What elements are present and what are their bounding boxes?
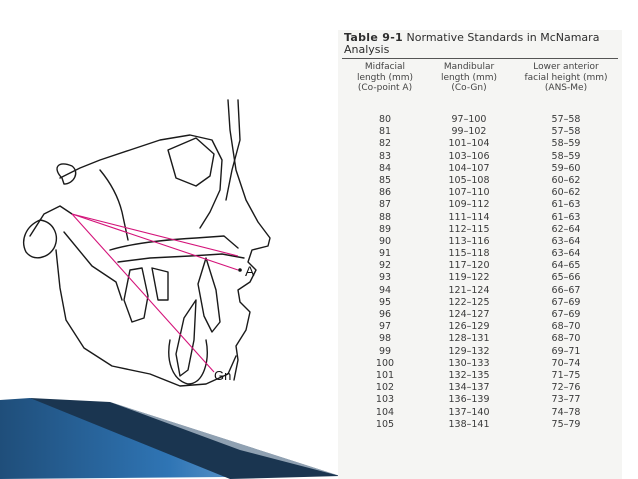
- table-cell: 104: [375, 406, 395, 418]
- table-cell: 121–124: [448, 284, 490, 296]
- table-cell: 75–79: [551, 418, 581, 430]
- table-cell: 71–75: [551, 369, 581, 381]
- table-row: [344, 175, 620, 187]
- table-cell: 117–120: [448, 260, 490, 272]
- table-cell: 73–77: [551, 394, 581, 406]
- table-row: [344, 199, 620, 211]
- table-row: [344, 236, 620, 248]
- table-number: Table 9-1: [344, 31, 404, 44]
- table-cell: 60–62: [551, 174, 581, 186]
- column-header-lower-facial-height: Lower anterior facial height (mm) (ANS-Me): [524, 62, 608, 93]
- table-cell: 101–104: [448, 138, 490, 150]
- table-cell: 84: [378, 162, 392, 174]
- table-row: [344, 248, 620, 260]
- column-header-midfacial: Midfacial length (mm) (Co-point A): [356, 62, 414, 93]
- table-cell: 99–102: [451, 126, 487, 138]
- point-gn-label: Gn: [214, 368, 232, 383]
- table-cell: 65–66: [551, 272, 581, 284]
- table-cell: 68–70: [551, 333, 581, 345]
- table-cell: 67–69: [551, 309, 581, 320]
- table-cell: 69–71: [551, 345, 581, 357]
- table-cell: 119–122: [448, 272, 490, 284]
- table-row: [344, 212, 620, 224]
- cephalometric-tracing: [0, 60, 330, 400]
- table-cell: 109–112: [448, 199, 490, 211]
- table-cell: 105: [375, 418, 395, 430]
- mandible: [56, 250, 236, 386]
- table-cell: 58–59: [551, 150, 581, 162]
- table-cell: 129–132: [448, 345, 490, 357]
- table-cell: 68–70: [551, 321, 581, 333]
- table-cell: 137–140: [448, 406, 490, 418]
- table-cell: 100: [375, 357, 395, 369]
- table-cell: 134–137: [448, 382, 490, 394]
- table-row: [344, 333, 620, 345]
- table-cell: 132–135: [448, 369, 490, 381]
- symphysis: [169, 340, 207, 384]
- table-cell: 93: [378, 272, 392, 284]
- table-row: [344, 285, 620, 297]
- table-cell: 112–115: [448, 223, 490, 235]
- lower-incisor: [176, 300, 196, 376]
- table-row: [344, 346, 620, 358]
- table-row: [344, 370, 620, 382]
- table-cell: 126–129: [448, 321, 490, 333]
- table-row: [344, 321, 620, 333]
- table-cell: 63–64: [551, 248, 581, 260]
- table-cell: 83: [378, 150, 392, 162]
- table-cell: 98: [378, 333, 392, 345]
- soft-tissue-profile: [228, 100, 270, 380]
- table-cell: 92: [378, 260, 392, 272]
- table-cell: 122–125: [448, 296, 490, 308]
- table-row: [344, 187, 620, 199]
- table-row: [344, 224, 620, 236]
- table-cell: 101: [375, 369, 395, 381]
- table-cell: 89: [378, 223, 392, 235]
- condyle: [24, 220, 57, 258]
- table-cell: 102: [375, 382, 395, 394]
- table-cell: 61–63: [551, 211, 581, 223]
- table-cell: 95: [378, 296, 392, 308]
- table-cell: 66–67: [551, 284, 581, 296]
- table-body: [344, 114, 620, 431]
- table-cell: 103–106: [448, 150, 490, 162]
- table-cell: 61–63: [551, 199, 581, 211]
- table-row: [344, 382, 620, 394]
- corner-swoosh: [0, 392, 340, 479]
- table-cell: 97–100: [451, 114, 487, 125]
- table-cell: 103: [375, 394, 395, 406]
- table-cell: 59–60: [551, 162, 581, 174]
- table-cell: 72–76: [551, 382, 581, 394]
- table-row: [344, 407, 620, 419]
- table-cell: 94: [378, 284, 392, 296]
- normative-table-panel: [338, 30, 622, 479]
- table-cell: 64–65: [551, 260, 581, 272]
- table-caption: [344, 32, 620, 56]
- table-cell: 63–64: [551, 235, 581, 247]
- table-cell: 85: [378, 174, 392, 186]
- table-cell: 136–139: [448, 394, 490, 406]
- table-cell: 90: [378, 235, 392, 247]
- table-row: [344, 126, 620, 138]
- table-cell: 128–131: [448, 333, 490, 345]
- table-cell: 113–116: [448, 235, 490, 247]
- posterior-border: [30, 206, 72, 236]
- ans-line: [72, 214, 238, 256]
- table-cell: 105–108: [448, 174, 490, 186]
- table-title: Normative Standards in McNamara Analysis: [344, 31, 600, 56]
- table-cell: 62–64: [551, 223, 581, 235]
- table-cell: 99: [378, 345, 392, 357]
- table-cell: 130–133: [448, 357, 490, 369]
- point-a-label: A: [245, 263, 255, 279]
- table-cell: 81: [378, 126, 392, 138]
- table-header-rule: [342, 58, 618, 59]
- premolar: [152, 268, 168, 300]
- table-cell: 57–58: [551, 114, 581, 125]
- pterygoid: [100, 170, 128, 240]
- table-row: [344, 163, 620, 175]
- table-row: [344, 358, 620, 370]
- table-cell: 97: [378, 321, 392, 333]
- table-cell: 88: [378, 211, 392, 223]
- upper-incisor: [198, 258, 220, 332]
- table-row: [344, 309, 620, 321]
- table-cell: 60–62: [551, 187, 581, 199]
- table-cell: 70–74: [551, 357, 581, 369]
- palatal-plane: [118, 254, 244, 262]
- table-cell: 57–58: [551, 126, 581, 138]
- table-cell: 80: [378, 114, 392, 125]
- point-a-marker: [238, 268, 242, 272]
- table-cell: 115–118: [448, 248, 490, 260]
- table-cell: 74–78: [551, 406, 581, 418]
- table-cell: 111–114: [448, 211, 490, 223]
- table-cell: 86: [378, 187, 392, 199]
- table-row: [344, 297, 620, 309]
- table-row: [344, 151, 620, 163]
- table-row: [344, 260, 620, 272]
- table-cell: 58–59: [551, 138, 581, 150]
- table-cell: 104–107: [448, 162, 490, 174]
- table-cell: 67–69: [551, 296, 581, 308]
- table-row: [344, 138, 620, 150]
- column-header-mandibular: Mandibular length (mm) (Co-Gn): [440, 62, 498, 93]
- table-row: [344, 419, 620, 431]
- cranial-base: [60, 135, 222, 228]
- table-cell: 82: [378, 138, 392, 150]
- orbit: [168, 138, 214, 186]
- table-row: [344, 394, 620, 406]
- table-cell: 87: [378, 199, 392, 211]
- sella: [57, 164, 76, 184]
- table-row: [344, 114, 620, 126]
- ramus: [64, 232, 122, 300]
- table-row: [344, 272, 620, 284]
- table-cell: 107–110: [448, 187, 490, 199]
- table-cell: 91: [378, 248, 392, 260]
- table-cell: 96: [378, 309, 392, 320]
- table-cell: 124–127: [448, 309, 490, 320]
- table-cell: 138–141: [448, 418, 490, 430]
